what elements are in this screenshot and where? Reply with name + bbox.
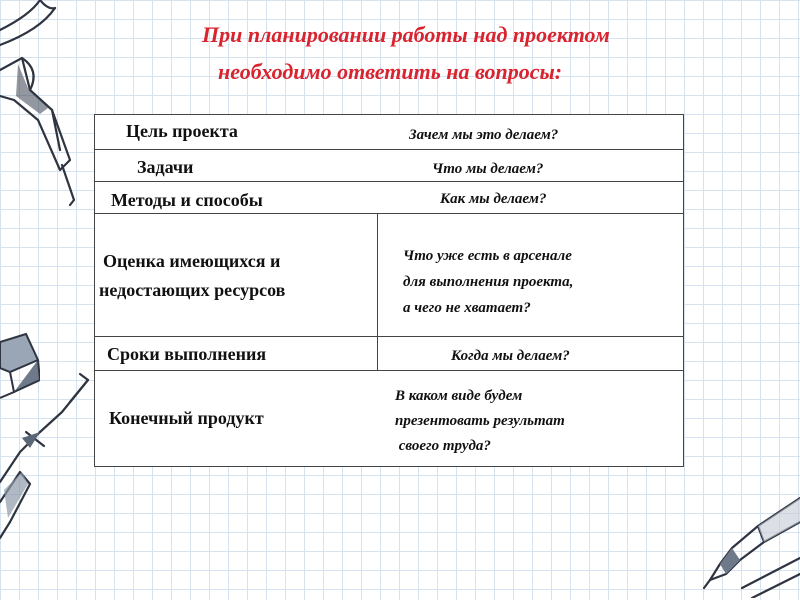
row-divider — [95, 149, 683, 150]
row-label-resources-1: Оценка имеющихся и — [103, 251, 281, 271]
row-label-resources-2: недостающих ресурсов — [99, 280, 286, 300]
row-answer-tasks: Что мы делаем? — [432, 161, 544, 177]
row-answer-resources-3: а чего не хватает? — [403, 300, 531, 316]
planning-table — [94, 114, 684, 467]
row-answer-product-1: В каком виде будем — [395, 388, 523, 404]
row-label-goal: Цель проекта — [126, 121, 238, 141]
row-answer-goal: Зачем мы это делаем? — [409, 127, 559, 143]
row-divider — [95, 181, 683, 182]
title-line-1: При планировании работы над проектом — [202, 22, 610, 47]
row-label-deadlines: Сроки выполнения — [107, 344, 267, 364]
compass-icon — [0, 0, 100, 210]
row-answer-resources-2: для выполнения проекта, — [403, 274, 574, 290]
row-divider — [95, 370, 683, 371]
row-answer-deadlines: Когда мы делаем? — [451, 348, 570, 364]
row-divider — [95, 336, 683, 337]
row-label-tasks: Задачи — [137, 157, 194, 177]
row-answer-methods: Как мы делаем? — [440, 191, 547, 207]
row-label-product: Конечный продукт — [109, 408, 264, 428]
pencil-icon — [0, 372, 92, 542]
title-line-2: необходимо ответить на вопросы: — [218, 59, 563, 84]
column-divider — [377, 213, 378, 370]
row-divider — [95, 213, 683, 214]
pen-icon — [702, 488, 800, 598]
row-label-methods: Методы и способы — [111, 190, 263, 210]
row-answer-product-3: своего труда? — [395, 438, 491, 454]
row-answer-product-2: презентовать результат — [395, 413, 565, 429]
row-answer-resources-1: Что уже есть в арсенале — [403, 248, 572, 264]
